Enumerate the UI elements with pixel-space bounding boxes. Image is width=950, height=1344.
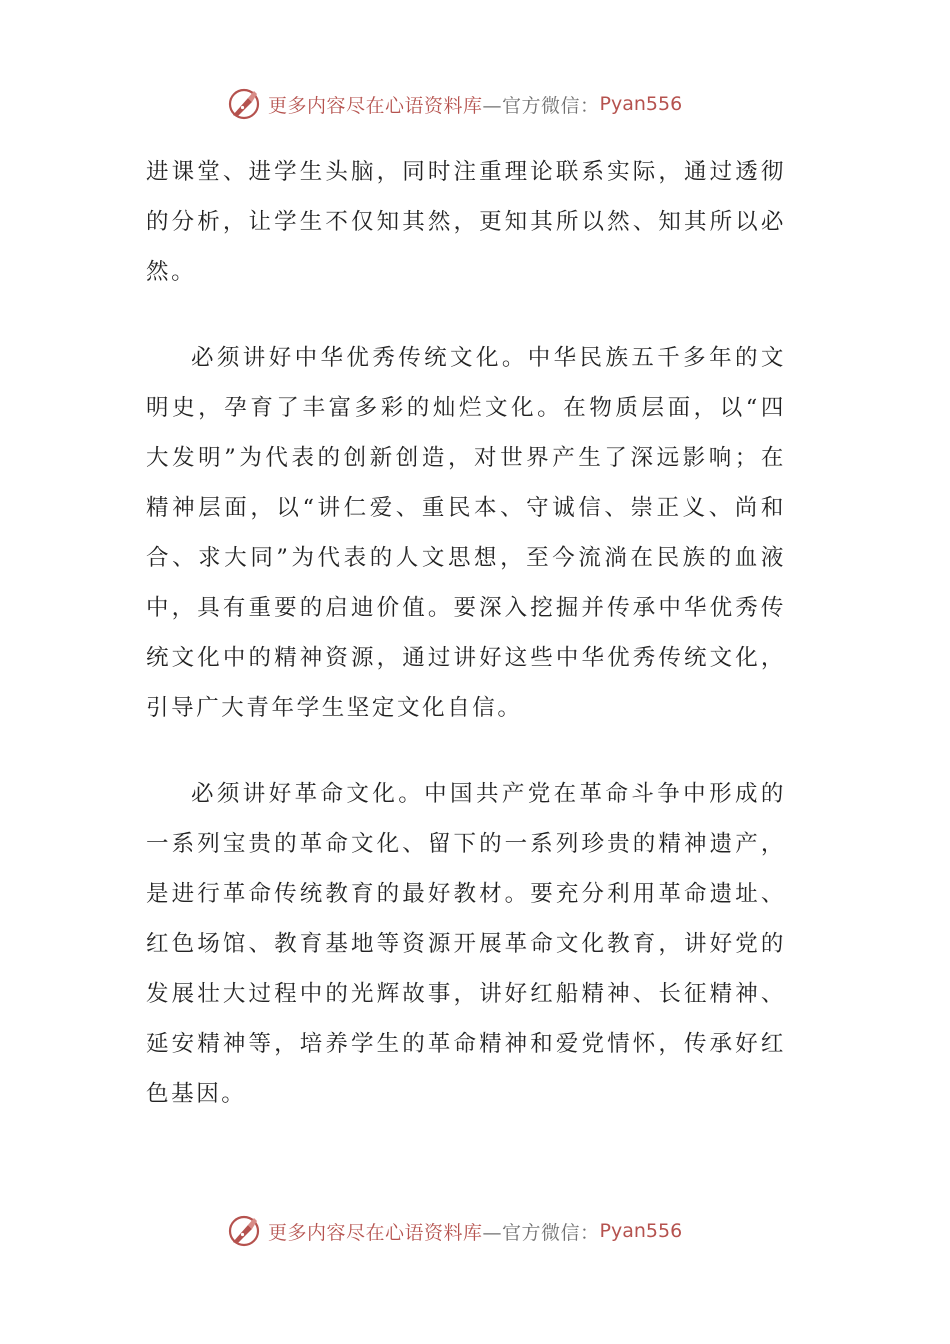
header-contact-text: —官方微信： <box>482 94 600 117</box>
pen-nib-logo-icon <box>226 1213 262 1249</box>
footer-banner <box>226 1211 746 1251</box>
paragraph-continuation: 进课堂、进学生头脑，同时注重理论联系实际，通过透彻的分析，让学生不仅知其然，更知其所以然、知其所以必然。 <box>146 159 786 285</box>
pen-nib-logo-icon <box>226 86 262 122</box>
paragraph-traditional-culture: 必须讲好中华优秀传统文化。中华民族五千多年的文明史，孕育了丰富多彩的灿烂文化。在物质层面，以“四大发明”为代表的创新创造，对世界产生了深远影响；在精神层面，以“讲仁爱、重民本、守诚信、崇正义、尚和合、求大同”为代表的人文思想，至今流淌在民族的血液中，具有重要的启迪价值。要深入挖掘并传承中华优秀传统文化中的精神资源，通过讲好这些中华优秀传统文化，引导广大青年学生坚定文化自信。 <box>146 345 786 721</box>
footer-contact-text: —官方微信： <box>482 1221 600 1244</box>
paragraph-revolutionary-culture: 必须讲好革命文化。中国共产党在革命斗争中形成的一系列宝贵的革命文化、留下的一系列珍贵的精神遗产，是进行革命传统教育的最好教材。要充分利用革命遗址、红色场馆、教育基地等资源开展革命文化教育，讲好党的发展壮大过程中的光辉故事，讲好红船精神、长征精神、延安精神等，培养学生的革命精神和爱党情怀，传承好红色基因。 <box>146 781 786 1107</box>
header-brand-text: 更多内容尽在心语资料库 <box>268 94 483 117</box>
footer-wechat-id: Pyan556 <box>599 1220 683 1242</box>
header-wechat-id: Pyan556 <box>599 93 683 115</box>
document-body <box>146 147 786 1119</box>
footer-brand-text: 更多内容尽在心语资料库 <box>268 1221 483 1244</box>
header-banner <box>226 84 746 124</box>
